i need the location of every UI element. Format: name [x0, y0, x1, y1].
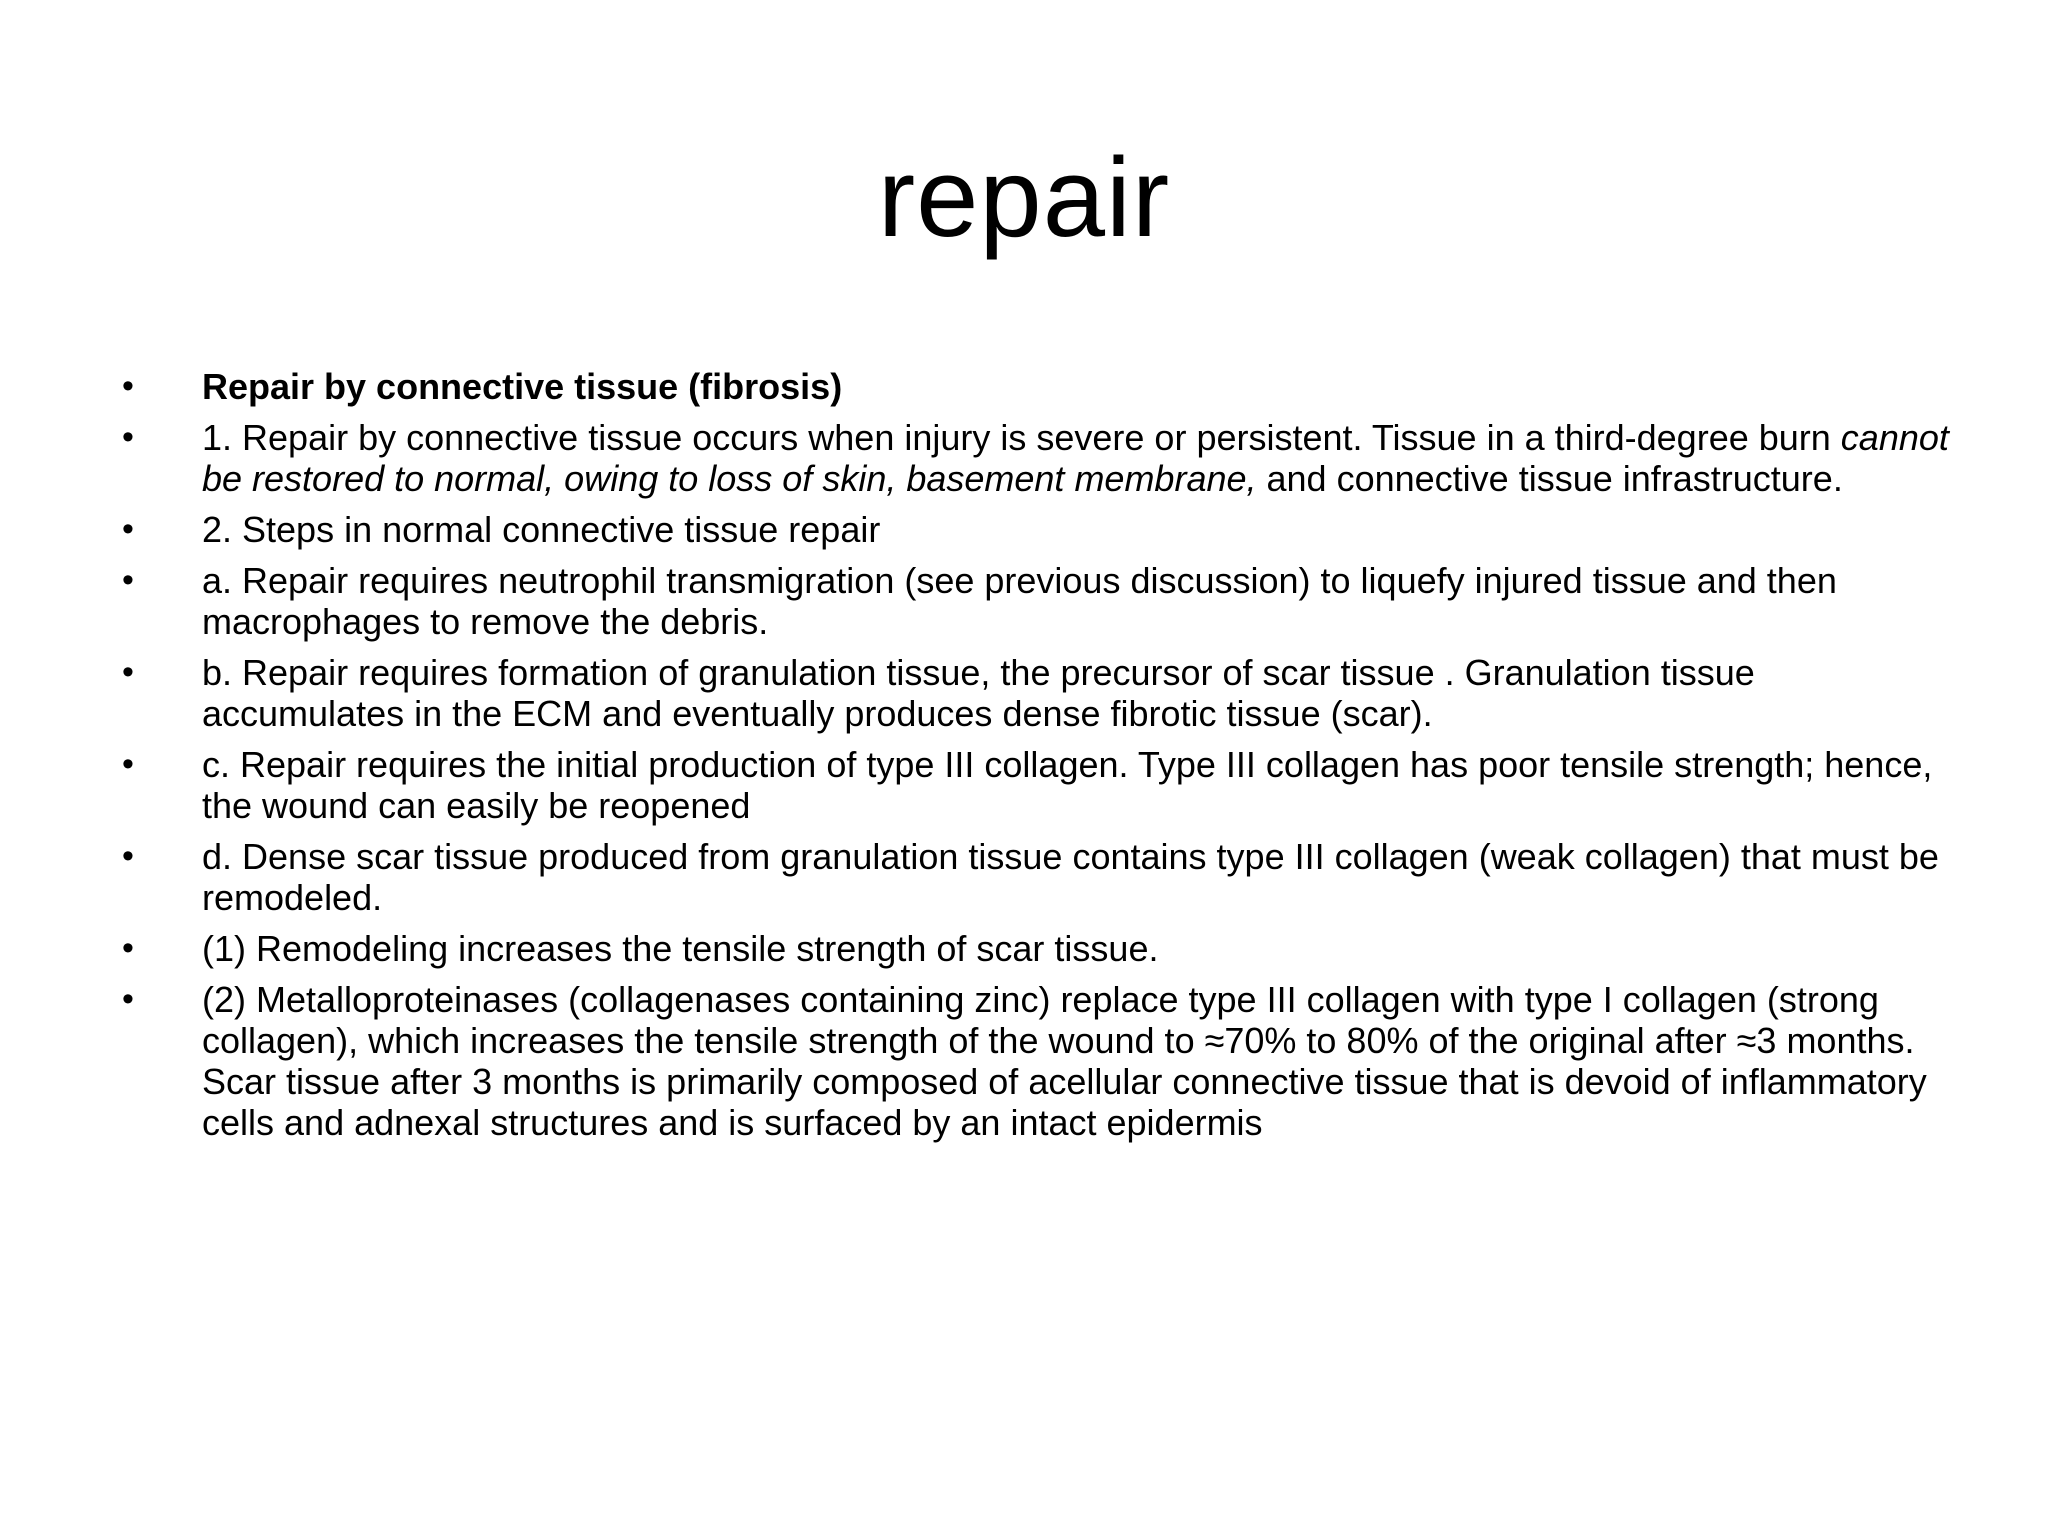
bullet-item	[118, 560, 1958, 642]
bullet-heading: Repair by connective tissue (fibrosis)	[202, 366, 843, 407]
bullet-icon: •	[122, 837, 134, 875]
bullet-text: and connective tissue infrastructure.	[1256, 458, 1843, 499]
bullet-item	[118, 366, 1958, 407]
bullet-icon: •	[122, 929, 134, 967]
bullet-text: d. Dense scar tissue produced from granulation tissue contains type III collagen (weak collagen) that must be remodeled.	[202, 836, 1939, 918]
bullet-text: b. Repair requires formation of granulation tissue, the precursor of scar tissue . Granulation tissue accumulates in the ECM and eventually produces dense fibrotic tissue (scar).	[202, 652, 1755, 734]
bullet-icon: •	[122, 980, 134, 1018]
slide-title: repair	[877, 135, 1171, 260]
bullet-item	[118, 509, 1958, 550]
bullet-item	[118, 744, 1958, 826]
bullet-icon: •	[122, 653, 134, 691]
bullet-text: 2. Steps in normal connective tissue repair	[202, 509, 881, 550]
bullet-item	[118, 417, 1958, 499]
bullet-text-emphasis: cannot be restored to normal, owing to loss of skin, basement membrane,	[202, 417, 1949, 499]
bullet-list	[118, 366, 1958, 1153]
bullet-text: (2) Metalloproteinases (collagenases containing zinc) replace type III collagen with type I collagen (strong collagen), which increases the tensile strength of the wound to ≈70% to 80% of the original after ≈3 months. Scar tissue after 3 months is primarily composed of acellular connective tissue that is devoid of inflammatory cells and adnexal structures and is surfaced by an intact epidermis	[202, 979, 1927, 1143]
bullet-item	[118, 652, 1958, 734]
bullet-icon: •	[122, 418, 134, 456]
bullet-item	[118, 979, 1958, 1143]
bullet-text: c. Repair requires the initial production of type III collagen. Type III collagen has poor tensile strength; hence, the wound can easily be reopened	[202, 744, 1933, 826]
bullet-text: (1) Remodeling increases the tensile strength of scar tissue.	[202, 928, 1159, 969]
bullet-icon: •	[122, 561, 134, 599]
bullet-icon: •	[122, 745, 134, 783]
bullet-item	[118, 836, 1958, 918]
bullet-icon: •	[122, 367, 134, 405]
bullet-icon: •	[122, 510, 134, 548]
bullet-item	[118, 928, 1958, 969]
bullet-text: 1. Repair by connective tissue occurs when injury is severe or persistent. Tissue in a third-degree burn	[202, 417, 1841, 458]
bullet-text: a. Repair requires neutrophil transmigration (see previous discussion) to liquefy injured tissue and then macrophages to remove the debris.	[202, 560, 1837, 642]
